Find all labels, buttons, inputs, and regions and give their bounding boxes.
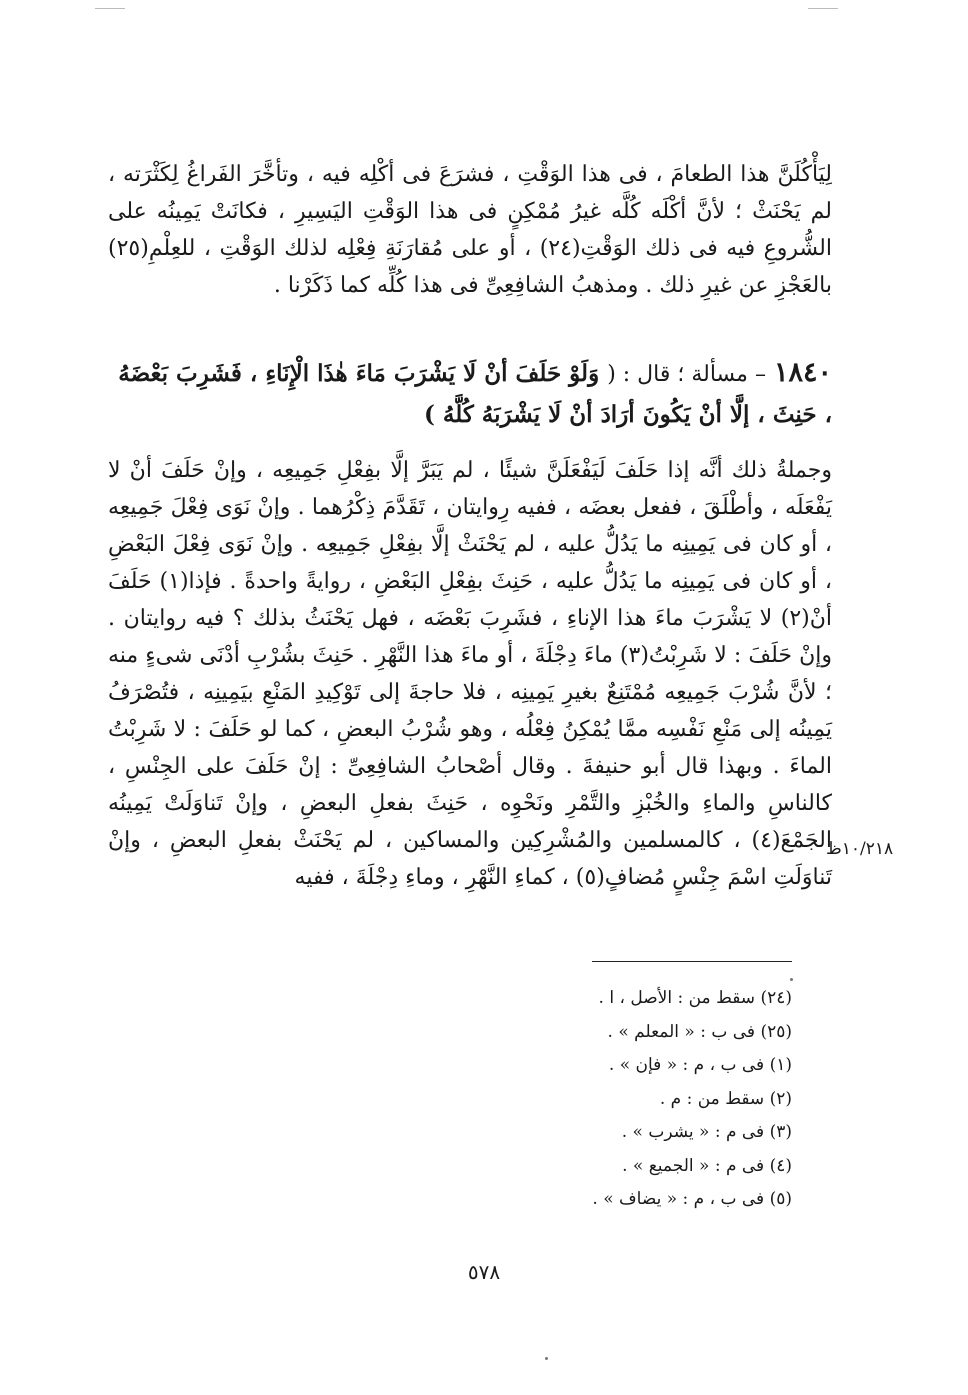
ink-speck (790, 978, 793, 981)
scan-mark-top-right (808, 8, 838, 9)
manuscript-folio-reference: ١٠/٢١٨ظ (826, 839, 894, 859)
footnotes-list (560, 982, 792, 1217)
page-number: ٥٧٨ (467, 1260, 501, 1284)
footnote-item: (٢٤) سقط من : الأصل ، ا . (598, 988, 792, 1008)
footnote-item: (١) فى ب ، م : « فإن » . (608, 1055, 792, 1075)
footnote-item: (٢٥) فى ب : « المعلم » . (607, 1021, 792, 1042)
footnote-item: (٥) فى ب ، م : « يضاف » . (592, 1189, 792, 1209)
section-number: ١٨٤٠ (773, 357, 832, 388)
body-paragraph-commentary: وجملةُ ذلك أنَّه إذا حَلَفَ لَيَفْعَلَنَّ شيئًا ، لم يَبَرَّ إلَّا بفِعْلِ جَمِيعِه ، وإنْ حَلَفَ أنْ لا يَفْعَلَه ، وأطْلَقَ ، ففعل بعضَه ، ففيه رِوايتان ، تَقَدَّمَ ذِكْرُهما . وإنْ نَوَى فِعْلَ جَمِيعِه ، أو كان فى يَمِينِه ما يَدُلُّ عليه ، لم يَحْنَثْ إلَّا بفِعْلِ جَمِيعِه . وإنْ نَوَى فِعْلَ البَعْضِ ، أو كان فى يَمِينِه ما يَدُلُّ عليه ، حَنِثَ بفِعْلِ البَعْضِ ، روايةً واحدةً . فإذا(١) حَلَفَ أنْ(٢) لا يَشْرَبَ ماءَ هذا الإناءِ ، فشَرِبَ بَعْضَه ، فهل يَحْنَثُ بذلك ؟ فيه روايتان . وإنْ حَلَفَ : لا شَرِبْتُ(٣) ماءَ دِجْلَةَ ، أو ماءَ هذا النَّهْرِ . حَنِثَ بشُرْبِ أدْنَى شىءٍ منه ؛ لأنَّ شُرْبَ جَمِيعِه مُمْتَنِعٌ بغيرِ يَمِينِه ، فلا حاجةَ إلى تَوْكِيدِ المَنْعِ بيَمِينِه ، فتُصْرَفُ يَمِينُه إلى مَنْعِ نَفْسِه ممَّا يُمْكِنُ فِعْلُه ، وهو شُرْبُ البعضِ ، كما لو حَلَفَ : لا شَرِبْتُ الماءَ . وبهذا قال أبو حنيفةَ . وقال أصْحابُ الشافِعِىِّ : إنْ حَلَفَ على الجِنْسِ ، كالناسِ والماءِ والخُبْزِ والتَّمْرِ ونَحْوِه ، حَنِثَ بفعلِ البعضِ ، وإنْ تَناوَلَتْ يَمِينُه الجَمْعَ(٤) ، كالمسلمين والمُشْرِكِين والمساكين ، لم يَحْنَثْ بفعلِ البعضِ ، وإنْ تَناوَلَتِ اسْمَ جِنْسٍ مُضافٍ(٥) ، كماءِ النَّهْرِ ، وماءِ دِجْلَةَ ، ففيه (108, 458, 832, 890)
scan-mark-top-left (95, 8, 125, 9)
section-heading (108, 353, 832, 435)
footnote-item: (٢) سقط من : م . (659, 1088, 792, 1109)
section-text: وَلَوْ حَلَفَ أنْ لَا يَشْرَبَ مَاءَ هٰذَا الْإِنَاءِ ، فَشَرِبَ بَعْضَهُ ، حَنِثَ ، إلَّا أنْ يَكُونَ أرَادَ أنْ لَا يَشْرَبَهُ كُلَّهُ ) (118, 360, 832, 428)
ink-speck (545, 1357, 548, 1360)
footnote-separator (592, 961, 792, 962)
footnote-item: (٤) فى م : « الجميع » . (622, 1155, 792, 1176)
body-paragraph-continuation: لِيَأْكُلَنَّ هذا الطعامَ ، فى هذا الوَقْتِ ، فشرَعَ فى أكْلِه فيه ، وتأخَّرَ الفَراغُ لِكَثْرَته ، لم يَحْنَثْ ؛ لأنَّ أكْلَه كُلَّه غيرُ مُمْكِنٍ فى هذا الوَقْتِ اليَسِيرِ ، فكانَتْ يَمِينُه على الشُّروعِ فيه فى ذلك الوَقْتِ(٢٤) ، أو على مُقارَنَةِ فِعْلِه لذلك الوَقْتِ ، للعِلْمِ(٢٥) بالعَجْزِ عن غيرِ ذلك . ومذهبُ الشافِعِىِّ فى هذا كُلِّه كما ذَكَرْنا . (108, 162, 833, 298)
footnote-item: (٣) فى م : « يشرب » . (621, 1122, 792, 1142)
section-intro: – مسألة ؛ قال : ( (607, 362, 766, 387)
